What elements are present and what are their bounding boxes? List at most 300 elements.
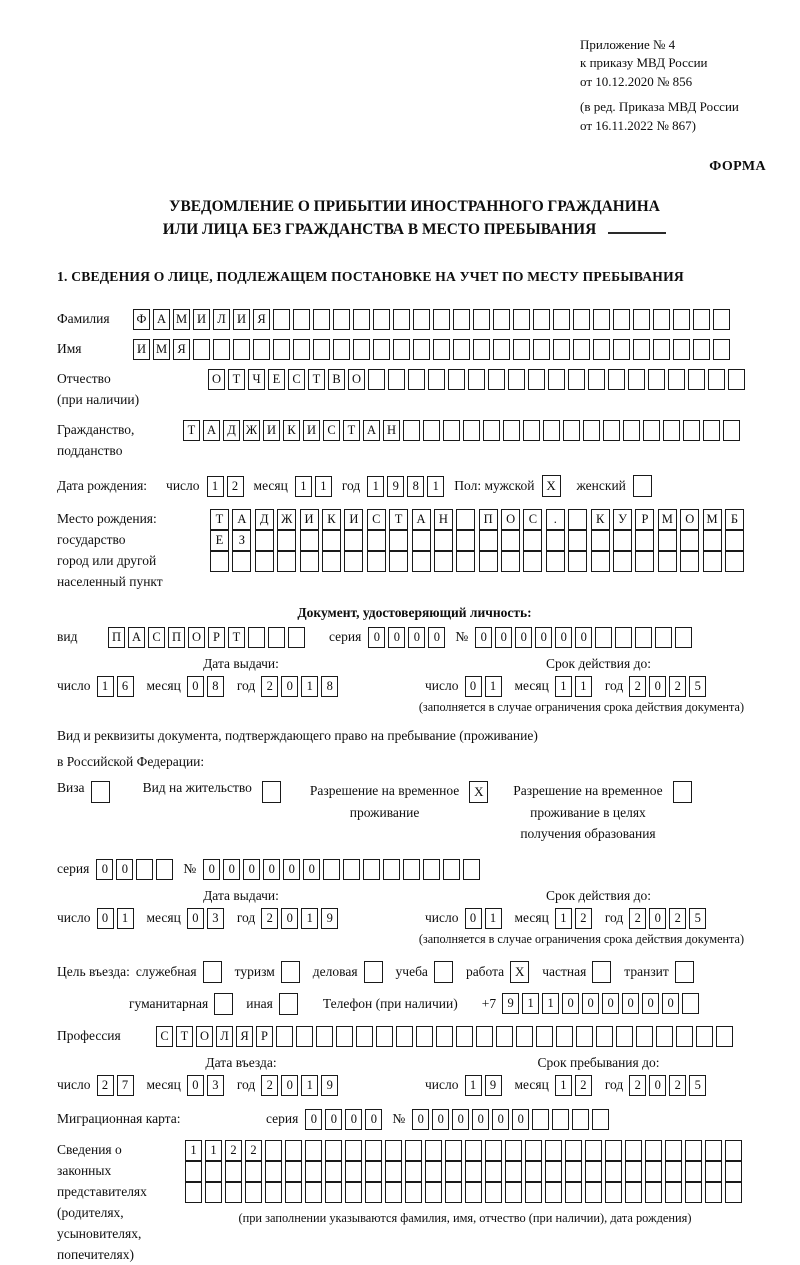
char-box[interactable]: И — [133, 339, 150, 360]
char-box[interactable] — [313, 339, 330, 360]
char-box[interactable]: 0 — [365, 1109, 382, 1130]
char-box[interactable] — [336, 1026, 353, 1047]
char-box[interactable]: О — [208, 369, 225, 390]
char-box[interactable] — [233, 339, 250, 360]
char-box[interactable] — [675, 627, 692, 648]
char-box[interactable] — [573, 309, 590, 330]
char-box[interactable] — [325, 1140, 342, 1161]
char-box[interactable] — [225, 1161, 242, 1182]
char-box[interactable] — [255, 530, 274, 551]
char-box[interactable]: Т — [228, 627, 245, 648]
char-box[interactable] — [305, 1140, 322, 1161]
char-box[interactable]: 2 — [225, 1140, 242, 1161]
char-box[interactable]: А — [412, 509, 431, 530]
char-box[interactable]: Ж — [277, 509, 296, 530]
char-box[interactable] — [393, 309, 410, 330]
char-box[interactable] — [628, 369, 645, 390]
char-box[interactable] — [623, 420, 640, 441]
char-box[interactable]: 2 — [97, 1075, 114, 1096]
char-box[interactable]: Т — [210, 509, 229, 530]
char-box[interactable] — [703, 551, 722, 572]
char-box[interactable] — [645, 1182, 662, 1203]
char-box[interactable]: 5 — [689, 1075, 706, 1096]
char-box[interactable] — [705, 1161, 722, 1182]
char-box[interactable] — [508, 369, 525, 390]
char-box[interactable] — [473, 309, 490, 330]
char-box[interactable] — [655, 627, 672, 648]
char-box[interactable] — [673, 309, 690, 330]
char-box[interactable]: 0 — [243, 859, 260, 880]
char-box[interactable] — [453, 309, 470, 330]
char-box[interactable]: С — [148, 627, 165, 648]
char-box[interactable] — [708, 369, 725, 390]
char-box[interactable]: 1 — [117, 908, 134, 929]
char-box[interactable]: С — [156, 1026, 173, 1047]
char-box[interactable] — [465, 1140, 482, 1161]
char-box[interactable]: 1 — [185, 1140, 202, 1161]
char-box[interactable] — [625, 1161, 642, 1182]
char-box[interactable]: 1 — [315, 476, 332, 497]
char-box[interactable]: 0 — [116, 859, 133, 880]
char-box[interactable] — [479, 551, 498, 572]
char-box[interactable] — [383, 859, 400, 880]
char-box[interactable] — [456, 1026, 473, 1047]
char-box[interactable] — [591, 530, 610, 551]
char-box[interactable]: Д — [223, 420, 240, 441]
char-box[interactable]: 8 — [321, 676, 338, 697]
char-box[interactable]: 1 — [207, 476, 224, 497]
char-box[interactable] — [389, 551, 408, 572]
sex-female-checkbox[interactable] — [633, 475, 652, 497]
char-box[interactable]: 0 — [575, 627, 592, 648]
char-box[interactable] — [613, 309, 630, 330]
char-box[interactable] — [255, 551, 274, 572]
char-box[interactable]: М — [658, 509, 677, 530]
char-box[interactable]: 2 — [669, 908, 686, 929]
char-box[interactable]: 9 — [387, 476, 404, 497]
char-box[interactable]: 9 — [502, 993, 519, 1014]
char-box[interactable]: 2 — [629, 676, 646, 697]
char-box[interactable]: 0 — [649, 908, 666, 929]
char-box[interactable] — [345, 1182, 362, 1203]
char-box[interactable] — [376, 1026, 393, 1047]
char-box[interactable] — [245, 1161, 262, 1182]
char-box[interactable] — [523, 551, 542, 572]
char-box[interactable]: 0 — [649, 1075, 666, 1096]
char-box[interactable] — [703, 530, 722, 551]
char-box[interactable] — [356, 1026, 373, 1047]
char-box[interactable] — [658, 530, 677, 551]
char-box[interactable] — [485, 1161, 502, 1182]
char-box[interactable] — [456, 509, 475, 530]
char-box[interactable] — [593, 339, 610, 360]
char-box[interactable]: 0 — [97, 908, 114, 929]
char-box[interactable]: А — [363, 420, 380, 441]
char-box[interactable] — [288, 627, 305, 648]
char-box[interactable] — [703, 420, 720, 441]
char-box[interactable] — [705, 1140, 722, 1161]
char-box[interactable]: 0 — [187, 676, 204, 697]
char-box[interactable]: И — [344, 509, 363, 530]
char-box[interactable]: Т — [343, 420, 360, 441]
char-box[interactable] — [365, 1182, 382, 1203]
char-box[interactable] — [676, 1026, 693, 1047]
char-box[interactable]: 0 — [305, 1109, 322, 1130]
char-box[interactable]: 0 — [203, 859, 220, 880]
char-box[interactable] — [725, 1140, 742, 1161]
char-box[interactable]: К — [322, 509, 341, 530]
char-box[interactable] — [213, 339, 230, 360]
char-box[interactable] — [285, 1161, 302, 1182]
char-box[interactable] — [572, 1109, 589, 1130]
char-box[interactable] — [413, 339, 430, 360]
char-box[interactable] — [605, 1140, 622, 1161]
char-box[interactable] — [635, 530, 654, 551]
char-box[interactable]: 5 — [689, 908, 706, 929]
char-box[interactable] — [412, 551, 431, 572]
purpose-work-checkbox[interactable]: X — [510, 961, 529, 983]
char-box[interactable] — [636, 1026, 653, 1047]
char-box[interactable]: 1 — [301, 908, 318, 929]
char-box[interactable] — [322, 551, 341, 572]
char-box[interactable] — [325, 1161, 342, 1182]
char-box[interactable]: 0 — [662, 993, 679, 1014]
char-box[interactable] — [513, 339, 530, 360]
char-box[interactable]: А — [232, 509, 251, 530]
char-box[interactable] — [156, 859, 173, 880]
char-box[interactable] — [513, 309, 530, 330]
char-box[interactable] — [367, 551, 386, 572]
char-box[interactable]: К — [283, 420, 300, 441]
char-box[interactable] — [523, 530, 542, 551]
char-box[interactable]: 0 — [281, 676, 298, 697]
char-box[interactable] — [385, 1140, 402, 1161]
char-box[interactable] — [248, 627, 265, 648]
temp-residence-checkbox[interactable]: X — [469, 781, 488, 803]
char-box[interactable]: 1 — [465, 1075, 482, 1096]
char-box[interactable]: 0 — [602, 993, 619, 1014]
purpose-private-checkbox[interactable] — [592, 961, 611, 983]
char-box[interactable] — [705, 1182, 722, 1203]
char-box[interactable]: И — [300, 509, 319, 530]
char-box[interactable] — [591, 551, 610, 572]
char-box[interactable] — [616, 1026, 633, 1047]
char-box[interactable] — [685, 1182, 702, 1203]
char-box[interactable] — [408, 369, 425, 390]
char-box[interactable]: И — [193, 309, 210, 330]
purpose-business-checkbox[interactable] — [364, 961, 383, 983]
char-box[interactable] — [665, 1140, 682, 1161]
char-box[interactable] — [595, 627, 612, 648]
char-box[interactable] — [273, 339, 290, 360]
char-box[interactable] — [277, 530, 296, 551]
char-box[interactable] — [532, 1109, 549, 1130]
char-box[interactable] — [388, 369, 405, 390]
char-box[interactable] — [548, 369, 565, 390]
purpose-official-checkbox[interactable] — [203, 961, 222, 983]
char-box[interactable]: А — [128, 627, 145, 648]
char-box[interactable]: О — [188, 627, 205, 648]
char-box[interactable]: И — [233, 309, 250, 330]
char-box[interactable] — [265, 1161, 282, 1182]
char-box[interactable]: 1 — [555, 908, 572, 929]
char-box[interactable] — [365, 1161, 382, 1182]
char-box[interactable]: 0 — [388, 627, 405, 648]
char-box[interactable] — [493, 339, 510, 360]
char-box[interactable]: 0 — [96, 859, 113, 880]
char-box[interactable]: К — [591, 509, 610, 530]
char-box[interactable]: 1 — [555, 1075, 572, 1096]
char-box[interactable] — [693, 339, 710, 360]
char-box[interactable] — [680, 530, 699, 551]
char-box[interactable]: 1 — [427, 476, 444, 497]
char-box[interactable] — [456, 530, 475, 551]
char-box[interactable] — [583, 420, 600, 441]
char-box[interactable] — [445, 1140, 462, 1161]
char-box[interactable] — [433, 309, 450, 330]
char-box[interactable] — [313, 309, 330, 330]
char-box[interactable] — [653, 339, 670, 360]
char-box[interactable] — [232, 551, 251, 572]
char-box[interactable]: 9 — [321, 908, 338, 929]
char-box[interactable] — [434, 530, 453, 551]
char-box[interactable]: 1 — [522, 993, 539, 1014]
char-box[interactable] — [479, 530, 498, 551]
char-box[interactable]: И — [263, 420, 280, 441]
char-box[interactable]: Я — [236, 1026, 253, 1047]
char-box[interactable] — [680, 551, 699, 572]
char-box[interactable]: В — [328, 369, 345, 390]
char-box[interactable] — [568, 369, 585, 390]
char-box[interactable] — [565, 1161, 582, 1182]
sex-male-checkbox[interactable]: X — [542, 475, 561, 497]
purpose-tourism-checkbox[interactable] — [281, 961, 300, 983]
char-box[interactable]: Б — [725, 509, 744, 530]
char-box[interactable] — [516, 1026, 533, 1047]
char-box[interactable] — [615, 627, 632, 648]
char-box[interactable]: О — [348, 369, 365, 390]
char-box[interactable] — [536, 1026, 553, 1047]
char-box[interactable] — [603, 420, 620, 441]
char-box[interactable]: 0 — [622, 993, 639, 1014]
char-box[interactable]: 1 — [205, 1140, 222, 1161]
char-box[interactable] — [403, 420, 420, 441]
char-box[interactable] — [448, 369, 465, 390]
char-box[interactable] — [656, 1026, 673, 1047]
char-box[interactable] — [725, 551, 744, 572]
char-box[interactable] — [405, 1161, 422, 1182]
char-box[interactable]: 8 — [207, 676, 224, 697]
char-box[interactable]: 0 — [492, 1109, 509, 1130]
char-box[interactable]: М — [703, 509, 722, 530]
char-box[interactable] — [353, 339, 370, 360]
char-box[interactable]: Н — [383, 420, 400, 441]
char-box[interactable]: 1 — [485, 908, 502, 929]
char-box[interactable]: 1 — [367, 476, 384, 497]
char-box[interactable] — [605, 1182, 622, 1203]
char-box[interactable]: 2 — [227, 476, 244, 497]
char-box[interactable] — [412, 530, 431, 551]
char-box[interactable] — [423, 420, 440, 441]
char-box[interactable] — [546, 551, 565, 572]
char-box[interactable] — [568, 509, 587, 530]
char-box[interactable] — [716, 1026, 733, 1047]
char-box[interactable] — [725, 1182, 742, 1203]
char-box[interactable] — [725, 530, 744, 551]
char-box[interactable]: 0 — [408, 627, 425, 648]
char-box[interactable]: 0 — [465, 676, 482, 697]
char-box[interactable] — [305, 1182, 322, 1203]
char-box[interactable] — [468, 369, 485, 390]
char-box[interactable]: Д — [255, 509, 274, 530]
char-box[interactable]: 0 — [535, 627, 552, 648]
purpose-transit-checkbox[interactable] — [675, 961, 694, 983]
char-box[interactable]: 2 — [261, 676, 278, 697]
char-box[interactable] — [300, 551, 319, 572]
char-box[interactable]: П — [479, 509, 498, 530]
char-box[interactable] — [473, 339, 490, 360]
edu-residence-checkbox[interactable] — [673, 781, 692, 803]
char-box[interactable]: Ж — [243, 420, 260, 441]
char-box[interactable]: 0 — [283, 859, 300, 880]
char-box[interactable] — [344, 551, 363, 572]
char-box[interactable] — [445, 1161, 462, 1182]
char-box[interactable] — [445, 1182, 462, 1203]
char-box[interactable] — [425, 1182, 442, 1203]
char-box[interactable] — [528, 369, 545, 390]
char-box[interactable] — [405, 1182, 422, 1203]
char-box[interactable] — [576, 1026, 593, 1047]
char-box[interactable] — [685, 1161, 702, 1182]
char-box[interactable] — [668, 369, 685, 390]
char-box[interactable]: . — [546, 509, 565, 530]
char-box[interactable] — [493, 309, 510, 330]
char-box[interactable] — [543, 420, 560, 441]
char-box[interactable]: С — [323, 420, 340, 441]
char-box[interactable] — [205, 1182, 222, 1203]
char-box[interactable] — [296, 1026, 313, 1047]
char-box[interactable] — [268, 627, 285, 648]
char-box[interactable] — [585, 1182, 602, 1203]
char-box[interactable] — [403, 859, 420, 880]
char-box[interactable] — [363, 859, 380, 880]
char-box[interactable] — [483, 420, 500, 441]
char-box[interactable] — [635, 627, 652, 648]
char-box[interactable] — [643, 420, 660, 441]
char-box[interactable]: Е — [268, 369, 285, 390]
char-box[interactable] — [425, 1140, 442, 1161]
char-box[interactable] — [546, 530, 565, 551]
char-box[interactable]: Е — [210, 530, 229, 551]
char-box[interactable] — [463, 859, 480, 880]
char-box[interactable] — [573, 339, 590, 360]
char-box[interactable] — [625, 1140, 642, 1161]
char-box[interactable] — [316, 1026, 333, 1047]
char-box[interactable] — [525, 1161, 542, 1182]
char-box[interactable] — [285, 1140, 302, 1161]
char-box[interactable]: Т — [389, 509, 408, 530]
char-box[interactable] — [496, 1026, 513, 1047]
purpose-humanitarian-checkbox[interactable] — [214, 993, 233, 1015]
char-box[interactable]: 0 — [303, 859, 320, 880]
char-box[interactable] — [605, 1161, 622, 1182]
char-box[interactable]: 1 — [97, 676, 114, 697]
char-box[interactable] — [688, 369, 705, 390]
char-box[interactable]: М — [173, 309, 190, 330]
char-box[interactable] — [533, 309, 550, 330]
char-box[interactable]: Т — [183, 420, 200, 441]
char-box[interactable] — [265, 1140, 282, 1161]
char-box[interactable]: П — [168, 627, 185, 648]
char-box[interactable] — [505, 1140, 522, 1161]
char-box[interactable] — [663, 420, 680, 441]
char-box[interactable] — [488, 369, 505, 390]
char-box[interactable] — [245, 1182, 262, 1203]
purpose-other-checkbox[interactable] — [279, 993, 298, 1015]
char-box[interactable]: 1 — [301, 1075, 318, 1096]
char-box[interactable] — [665, 1182, 682, 1203]
char-box[interactable] — [545, 1182, 562, 1203]
visa-checkbox[interactable] — [91, 781, 110, 803]
char-box[interactable] — [525, 1182, 542, 1203]
char-box[interactable]: 1 — [555, 676, 572, 697]
char-box[interactable] — [645, 1140, 662, 1161]
char-box[interactable]: 0 — [223, 859, 240, 880]
char-box[interactable]: М — [153, 339, 170, 360]
char-box[interactable]: Т — [308, 369, 325, 390]
char-box[interactable]: 5 — [689, 676, 706, 697]
char-box[interactable] — [368, 369, 385, 390]
char-box[interactable]: 6 — [117, 676, 134, 697]
char-box[interactable] — [713, 339, 730, 360]
char-box[interactable] — [476, 1026, 493, 1047]
char-box[interactable] — [682, 993, 699, 1014]
char-box[interactable] — [389, 530, 408, 551]
char-box[interactable] — [485, 1140, 502, 1161]
char-box[interactable]: 0 — [649, 676, 666, 697]
char-box[interactable] — [693, 309, 710, 330]
char-box[interactable] — [505, 1182, 522, 1203]
char-box[interactable]: Ф — [133, 309, 150, 330]
char-box[interactable] — [648, 369, 665, 390]
char-box[interactable]: 2 — [575, 1075, 592, 1096]
char-box[interactable] — [553, 309, 570, 330]
char-box[interactable] — [333, 309, 350, 330]
char-box[interactable] — [413, 309, 430, 330]
char-box[interactable] — [501, 551, 520, 572]
char-box[interactable]: Я — [173, 339, 190, 360]
char-box[interactable]: 0 — [642, 993, 659, 1014]
char-box[interactable]: 0 — [281, 908, 298, 929]
char-box[interactable] — [465, 1161, 482, 1182]
char-box[interactable] — [423, 859, 440, 880]
char-box[interactable]: 1 — [575, 676, 592, 697]
char-box[interactable]: 0 — [263, 859, 280, 880]
char-box[interactable] — [367, 530, 386, 551]
char-box[interactable] — [501, 530, 520, 551]
char-box[interactable]: О — [196, 1026, 213, 1047]
char-box[interactable] — [593, 309, 610, 330]
char-box[interactable] — [613, 339, 630, 360]
char-box[interactable] — [723, 420, 740, 441]
char-box[interactable]: 0 — [187, 1075, 204, 1096]
char-box[interactable] — [185, 1182, 202, 1203]
char-box[interactable]: 0 — [432, 1109, 449, 1130]
char-box[interactable]: 0 — [368, 627, 385, 648]
char-box[interactable] — [345, 1161, 362, 1182]
char-box[interactable]: 0 — [428, 627, 445, 648]
char-box[interactable] — [673, 339, 690, 360]
